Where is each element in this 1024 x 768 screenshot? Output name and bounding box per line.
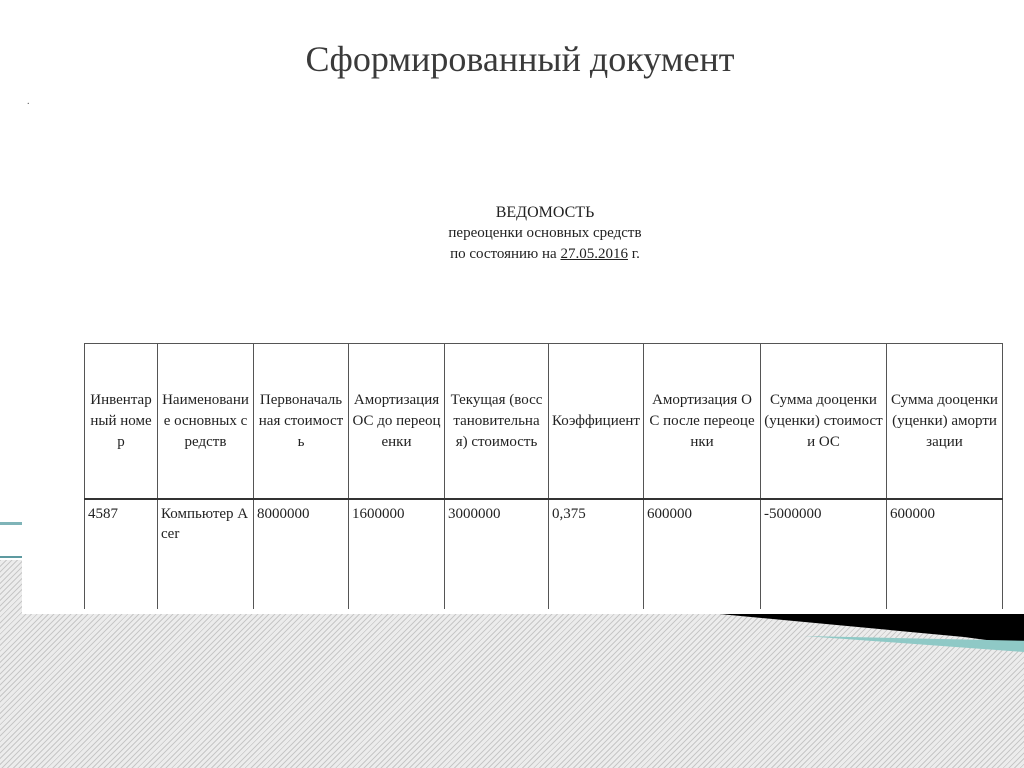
document-heading: ВЕДОМОСТЬ — [495, 204, 595, 221]
cell-depreciation-after: 600000 — [644, 499, 761, 609]
revaluation-table — [84, 343, 1003, 609]
col-revaluation-depreciation: Сумма дооценки (уценки) амортизации — [887, 344, 1003, 500]
col-depreciation-before: Амортизация ОС до переоценки — [349, 344, 445, 500]
document-date: 27.05.2016 — [560, 246, 628, 262]
slide-title: Сформированный документ — [305, 39, 735, 79]
cell-asset-name: Компьютер Acer — [158, 499, 254, 609]
col-initial-cost: Первоначальная стоимость — [254, 344, 349, 500]
cell-revaluation-depreciation: 600000 — [887, 499, 1003, 609]
col-depreciation-after: Амортизация ОС после переоценки — [644, 344, 761, 500]
col-coefficient: Коэффициент — [549, 344, 644, 500]
cell-depreciation-before: 1600000 — [349, 499, 445, 609]
col-revaluation-cost: Сумма дооценки (уценки) стоимости ОС — [761, 344, 887, 500]
date-suffix: г. — [631, 246, 640, 262]
table-row — [85, 499, 1003, 609]
col-inventory-number: Инвентарный номер — [85, 344, 158, 500]
document-header — [400, 202, 690, 265]
date-prefix: по состоянию на — [450, 246, 557, 262]
document-date-line — [400, 244, 690, 265]
cell-initial-cost: 8000000 — [254, 499, 349, 609]
cell-current-cost: 3000000 — [445, 499, 549, 609]
table-header-row — [85, 344, 1003, 500]
stray-dot: . — [27, 96, 30, 107]
document-subheading: переоценки основных средств — [448, 225, 642, 241]
col-current-cost: Текущая (восстановительная) стоимость — [445, 344, 549, 500]
col-asset-name: Наименование основных средств — [158, 344, 254, 500]
cell-inventory-number: 4587 — [85, 499, 158, 609]
cell-coefficient: 0,375 — [549, 499, 644, 609]
cell-revaluation-cost: -5000000 — [761, 499, 887, 609]
